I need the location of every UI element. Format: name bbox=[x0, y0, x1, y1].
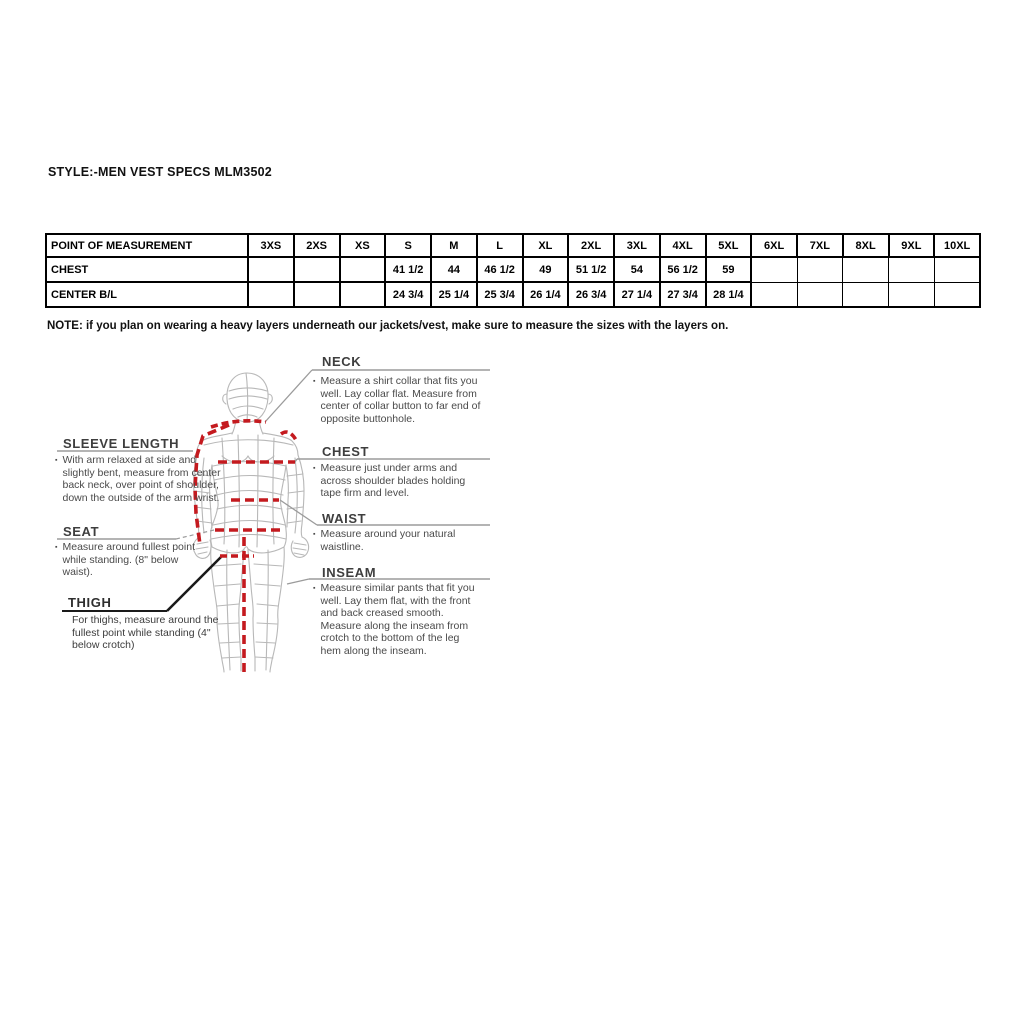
column-header: M bbox=[431, 234, 477, 257]
column-header: 3XS bbox=[248, 234, 294, 257]
table-cell: 25 3/4 bbox=[477, 282, 523, 307]
section-text: Measure just under arms and across shoulder blades holding tape firm and level. bbox=[320, 462, 466, 499]
section-heading: INSEAM bbox=[322, 565, 377, 580]
neck-measure-line bbox=[211, 421, 266, 427]
table-cell: 24 3/4 bbox=[385, 282, 431, 307]
table-cell bbox=[934, 282, 980, 307]
section-heading: NECK bbox=[322, 354, 362, 369]
section-text: Measure a shirt collar that fits you well. Lay collar flat. Measure from center of collar button to far end of opposite buttonhole. bbox=[320, 375, 481, 425]
column-header: 7XL bbox=[797, 234, 843, 257]
bullet-icon: ▪ bbox=[313, 465, 316, 472]
column-header: S bbox=[385, 234, 431, 257]
column-header: 5XL bbox=[706, 234, 752, 257]
table-cell bbox=[248, 282, 294, 307]
size-chart-table bbox=[45, 233, 981, 308]
table-cell: 54 bbox=[614, 257, 660, 282]
bullet-icon: ▪ bbox=[55, 457, 58, 464]
section-heading: SEAT bbox=[63, 524, 100, 539]
section-neck bbox=[313, 354, 498, 425]
section-text: Measure around your natural waistline. bbox=[320, 528, 456, 553]
table-cell: 27 3/4 bbox=[660, 282, 706, 307]
bullet-icon: ▪ bbox=[313, 378, 316, 385]
table-cell: 27 1/4 bbox=[614, 282, 660, 307]
column-header: 4XL bbox=[660, 234, 706, 257]
column-header: 8XL bbox=[843, 234, 889, 257]
column-header: 3XL bbox=[614, 234, 660, 257]
table-row bbox=[46, 257, 980, 282]
section-waist bbox=[313, 511, 498, 553]
section-thigh bbox=[68, 595, 238, 651]
table-cell bbox=[934, 257, 980, 282]
table-cell bbox=[248, 257, 294, 282]
table-cell bbox=[294, 282, 340, 307]
section-text: Measure similar pants that fit you well. Lay them flat, with the front and back creased smooth. Measure along the inseam from crotch to the bottom of the leg hem along the inseam. bbox=[320, 582, 475, 657]
table-cell bbox=[797, 282, 843, 307]
table-cell bbox=[340, 257, 386, 282]
table-cell: 59 bbox=[706, 257, 752, 282]
column-header: L bbox=[477, 234, 523, 257]
bullet-icon: ▪ bbox=[55, 544, 58, 551]
note-text: NOTE: if you plan on wearing a heavy layers underneath our jackets/vest, make sure to measure the sizes with the layers on. bbox=[47, 320, 729, 332]
column-header: POINT OF MEASUREMENT bbox=[46, 234, 248, 257]
table-cell: 51 1/2 bbox=[568, 257, 614, 282]
section-inseam bbox=[313, 565, 498, 657]
section-chest bbox=[313, 444, 498, 499]
column-header: 10XL bbox=[934, 234, 980, 257]
table-cell bbox=[797, 257, 843, 282]
section-heading: SLEEVE LENGTH bbox=[63, 436, 180, 451]
section-heading: CHEST bbox=[322, 444, 370, 459]
section-text: Measure around fullest point while standing. (8" below waist). bbox=[62, 541, 195, 578]
table-cell: 44 bbox=[431, 257, 477, 282]
row-label: CHEST bbox=[46, 257, 248, 282]
table-cell: 25 1/4 bbox=[431, 282, 477, 307]
section-seat bbox=[55, 524, 233, 578]
table-cell: 41 1/2 bbox=[385, 257, 431, 282]
table-cell: 46 1/2 bbox=[477, 257, 523, 282]
table-cell: 26 1/4 bbox=[523, 282, 569, 307]
table-cell bbox=[889, 282, 935, 307]
column-header: XS bbox=[340, 234, 386, 257]
table-cell bbox=[751, 257, 797, 282]
section-text: With arm relaxed at side and slightly bent, measure from center back neck, over point of shoulder, down the outside of the arm wrist. bbox=[62, 454, 221, 504]
column-header: XL bbox=[523, 234, 569, 257]
table-cell bbox=[340, 282, 386, 307]
table-cell: 56 1/2 bbox=[660, 257, 706, 282]
table-cell: 49 bbox=[523, 257, 569, 282]
measurement-guide-diagram bbox=[0, 348, 540, 693]
bullet-icon: ▪ bbox=[313, 585, 316, 592]
section-text: For thighs, measure around the fullest point while standing (4" below crotch) bbox=[72, 614, 219, 651]
column-header: 2XS bbox=[294, 234, 340, 257]
table-cell bbox=[889, 257, 935, 282]
table-row bbox=[46, 282, 980, 307]
column-header: 2XL bbox=[568, 234, 614, 257]
bullet-icon: ▪ bbox=[313, 531, 316, 538]
page-title: STYLE:-MEN VEST SPECS MLM3502 bbox=[48, 165, 272, 179]
inseam-leader bbox=[287, 579, 309, 584]
table-cell bbox=[294, 257, 340, 282]
row-label: CENTER B/L bbox=[46, 282, 248, 307]
section-heading: THIGH bbox=[68, 595, 112, 610]
table-cell: 28 1/4 bbox=[706, 282, 752, 307]
table-header-row bbox=[46, 234, 980, 257]
table-cell: 26 3/4 bbox=[568, 282, 614, 307]
table-cell bbox=[751, 282, 797, 307]
table-cell bbox=[843, 282, 889, 307]
section-heading: WAIST bbox=[322, 511, 367, 526]
section-sleeve-length bbox=[55, 436, 248, 504]
column-header: 9XL bbox=[889, 234, 935, 257]
table-cell bbox=[843, 257, 889, 282]
column-header: 6XL bbox=[751, 234, 797, 257]
